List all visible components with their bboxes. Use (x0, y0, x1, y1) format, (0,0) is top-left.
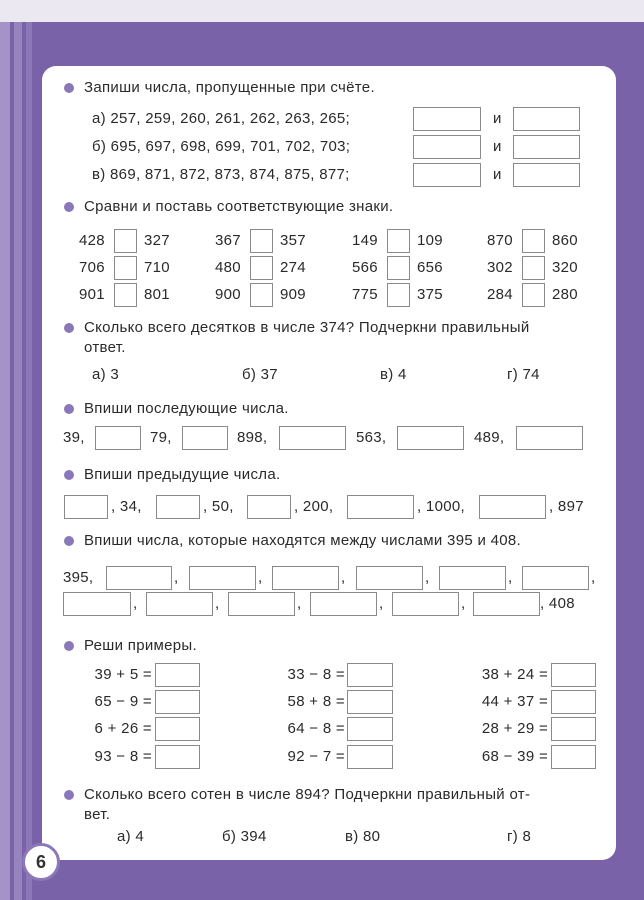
compare-right: 109 (417, 232, 443, 249)
compare-right: 320 (552, 259, 578, 276)
answer-box[interactable] (182, 426, 228, 450)
answer-box[interactable] (250, 283, 273, 307)
answer-box[interactable] (155, 745, 200, 769)
answer-box[interactable] (347, 495, 414, 519)
task-title: Впиши последующие числа. (84, 400, 289, 417)
answer-box[interactable] (551, 717, 596, 741)
answer-box[interactable] (473, 592, 540, 616)
answer-option: в) 80 (345, 828, 381, 845)
bullet-icon (64, 404, 74, 414)
answer-box[interactable] (516, 426, 583, 450)
number: , 897 (549, 498, 584, 515)
example: 93 − 8 = (94, 748, 152, 765)
task-title: Впиши числа, которые находятся между числами 395 и 408. (84, 532, 521, 549)
answer-box[interactable] (413, 135, 481, 159)
answer-box[interactable] (513, 135, 580, 159)
compare-left: 149 (352, 232, 378, 249)
bullet-icon (64, 790, 74, 800)
comma: , (133, 595, 138, 612)
answer-box[interactable] (114, 283, 137, 307)
answer-box[interactable] (347, 663, 393, 687)
sequence-row: а) 257, 259, 260, 261, 262, 263, 265; (92, 110, 350, 127)
number: 39, (63, 429, 85, 446)
compare-left: 775 (352, 286, 378, 303)
compare-left: 901 (79, 286, 105, 303)
number: 79, (150, 429, 172, 446)
comma: , (508, 569, 513, 586)
compare-right: 274 (280, 259, 306, 276)
compare-right: 375 (417, 286, 443, 303)
example: 39 + 5 = (94, 666, 152, 683)
answer-box[interactable] (247, 495, 291, 519)
page-number: 6 (22, 843, 60, 881)
example: 65 − 9 = (94, 693, 152, 710)
number: 898, (237, 429, 268, 446)
compare-right: 327 (144, 232, 170, 249)
and-label: и (493, 166, 502, 183)
task-title: Сравни и поставь соответствующие знаки. (84, 198, 394, 215)
answer-box[interactable] (551, 690, 596, 714)
sequence-row: в) 869, 871, 872, 873, 874, 875, 877; (92, 166, 350, 183)
answer-box[interactable] (413, 163, 481, 187)
answer-box[interactable] (479, 495, 546, 519)
task-title-cont: вет. (84, 806, 111, 823)
answer-box[interactable] (106, 566, 172, 590)
compare-left: 480 (215, 259, 241, 276)
answer-option: а) 3 (92, 366, 120, 383)
stripe (0, 22, 10, 900)
compare-left: 706 (79, 259, 105, 276)
answer-option: в) 4 (380, 366, 407, 383)
answer-box[interactable] (347, 717, 393, 741)
answer-box[interactable] (387, 283, 410, 307)
answer-box[interactable] (513, 163, 580, 187)
bullet-icon (64, 83, 74, 93)
and-label: и (493, 110, 502, 127)
answer-box[interactable] (387, 229, 410, 253)
compare-left: 900 (215, 286, 241, 303)
answer-box[interactable] (156, 495, 200, 519)
compare-left: 367 (215, 232, 241, 249)
answer-box[interactable] (413, 107, 481, 131)
comma: , (174, 569, 179, 586)
answer-box[interactable] (114, 256, 137, 280)
answer-box[interactable] (63, 592, 131, 616)
answer-box[interactable] (250, 229, 273, 253)
answer-box[interactable] (228, 592, 295, 616)
answer-box[interactable] (522, 256, 545, 280)
answer-box[interactable] (95, 426, 141, 450)
comma: , (297, 595, 302, 612)
comma: , (425, 569, 430, 586)
end-number: , 408 (540, 595, 575, 612)
answer-box[interactable] (189, 566, 256, 590)
comma: , (591, 569, 596, 586)
compare-right: 710 (144, 259, 170, 276)
bullet-icon (64, 641, 74, 651)
answer-box[interactable] (522, 283, 545, 307)
answer-option: а) 4 (117, 828, 145, 845)
answer-box[interactable] (513, 107, 580, 131)
example: 28 + 29 = (481, 720, 548, 737)
task-title: Сколько всего сотен в числе 894? Подчеркни правильный от- (84, 786, 531, 803)
answer-box[interactable] (155, 663, 200, 687)
answer-box[interactable] (114, 229, 137, 253)
answer-box[interactable] (356, 566, 423, 590)
comma: , (461, 595, 466, 612)
example: 64 − 8 = (287, 720, 345, 737)
example: 44 + 37 = (481, 693, 548, 710)
answer-box[interactable] (392, 592, 459, 616)
answer-box[interactable] (397, 426, 464, 450)
stripe (14, 22, 22, 900)
example: 33 − 8 = (287, 666, 345, 683)
answer-box[interactable] (387, 256, 410, 280)
bullet-icon (64, 323, 74, 333)
answer-option: г) 8 (507, 828, 532, 845)
comma: , (215, 595, 220, 612)
compare-left: 302 (487, 259, 513, 276)
answer-box[interactable] (347, 745, 393, 769)
answer-box[interactable] (155, 717, 200, 741)
answer-box[interactable] (347, 690, 393, 714)
answer-box[interactable] (522, 566, 589, 590)
answer-option: б) 37 (242, 366, 278, 383)
answer-box[interactable] (522, 229, 545, 253)
and-label: и (493, 138, 502, 155)
answer-box[interactable] (551, 745, 596, 769)
number: , 50, (203, 498, 234, 515)
compare-right: 280 (552, 286, 578, 303)
comma: , (341, 569, 346, 586)
stripe (26, 22, 32, 900)
compare-left: 428 (79, 232, 105, 249)
compare-right: 801 (144, 286, 170, 303)
compare-right: 656 (417, 259, 443, 276)
task-title: Запиши числа, пропущенные при счёте. (84, 79, 375, 96)
task-title-cont: ответ. (84, 339, 126, 356)
number: , 34, (111, 498, 142, 515)
number: , 1000, (417, 498, 465, 515)
number: , 200, (294, 498, 334, 515)
compare-right: 909 (280, 286, 306, 303)
bullet-icon (64, 536, 74, 546)
start-number: 395, (63, 569, 94, 586)
number: 489, (474, 429, 505, 446)
bullet-icon (64, 202, 74, 212)
answer-box[interactable] (439, 566, 506, 590)
example: 38 + 24 = (481, 666, 548, 683)
answer-box[interactable] (310, 592, 377, 616)
compare-left: 566 (352, 259, 378, 276)
answer-box[interactable] (155, 690, 200, 714)
compare-left: 870 (487, 232, 513, 249)
task-title: Впиши предыдущие числа. (84, 466, 281, 483)
answer-box[interactable] (146, 592, 213, 616)
bullet-icon (64, 470, 74, 480)
compare-left: 284 (487, 286, 513, 303)
top-band (0, 0, 644, 22)
answer-box[interactable] (64, 495, 108, 519)
compare-right: 860 (552, 232, 578, 249)
answer-box[interactable] (250, 256, 273, 280)
answer-option: г) 74 (507, 366, 540, 383)
example: 58 + 8 = (287, 693, 345, 710)
example: 6 + 26 = (94, 720, 152, 737)
comma: , (379, 595, 384, 612)
comma: , (258, 569, 263, 586)
compare-right: 357 (280, 232, 306, 249)
answer-box[interactable] (551, 663, 596, 687)
task-title: Сколько всего десятков в числе 374? Подчеркни правильный (84, 319, 530, 336)
answer-box[interactable] (272, 566, 339, 590)
sequence-row: б) 695, 697, 698, 699, 701, 702, 703; (92, 138, 351, 155)
number: 563, (356, 429, 387, 446)
answer-box[interactable] (279, 426, 346, 450)
answer-option: б) 394 (222, 828, 267, 845)
example: 68 − 39 = (481, 748, 548, 765)
task-title: Реши примеры. (84, 637, 197, 654)
example: 92 − 7 = (287, 748, 345, 765)
